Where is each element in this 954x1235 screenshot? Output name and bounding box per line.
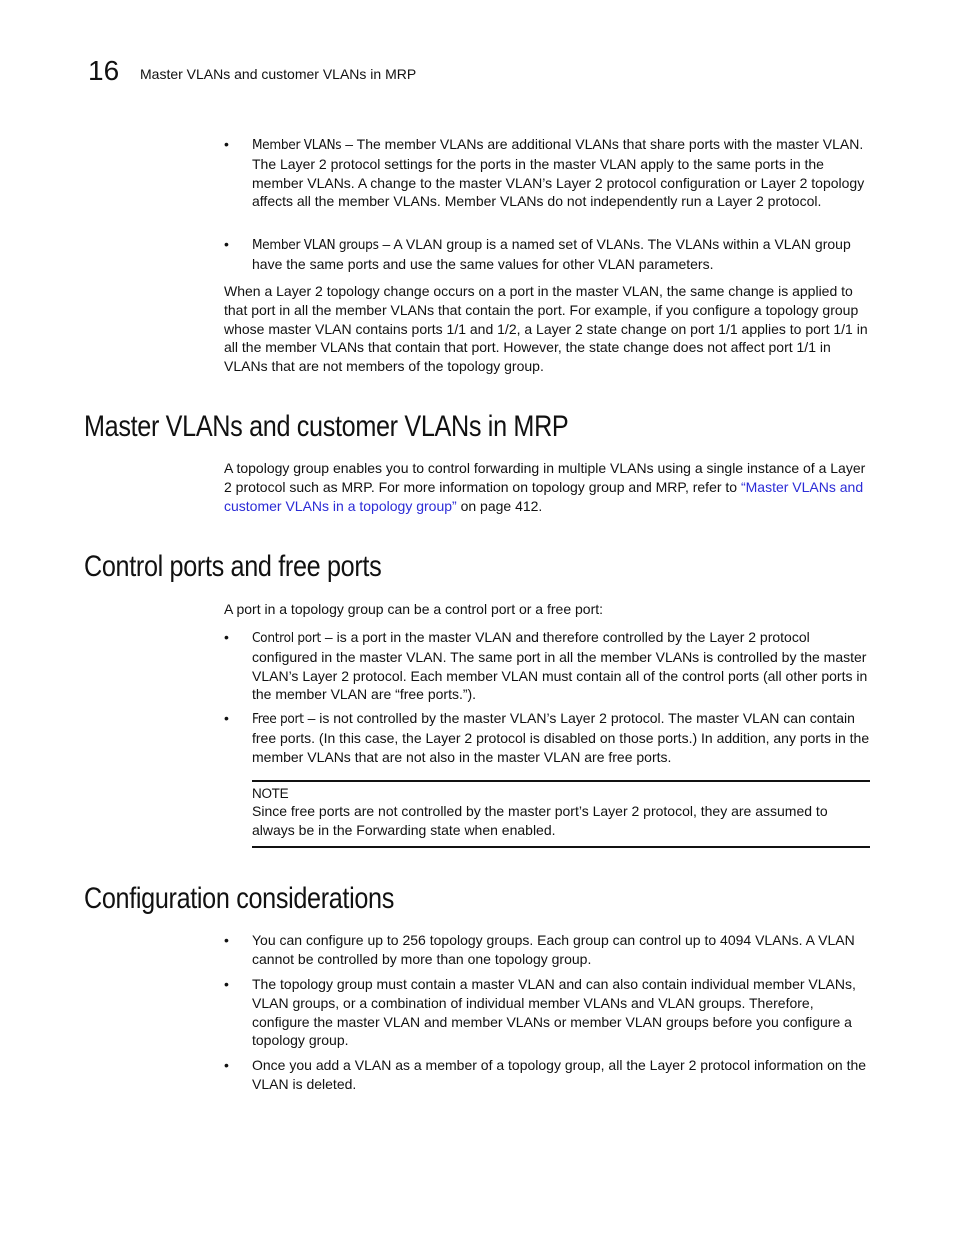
definition-text: – is a port in the master VLAN and therefore controlled by the Layer 2 protocol configured in the master VLAN. The same port in all the member VLANs is controlled by the master VLAN’s Layer 2 protocol. Each member VLAN must contain all of the control ports (all other ports in the member VLAN are “free ports.”).: [252, 629, 868, 703]
ports-intro: A port in a topology group can be a control port or a free port:: [224, 601, 604, 617]
note-text: Since free ports are not controlled by the master port’s Layer 2 protocol, they are assumed to always be in the Forwarding state when enabled.: [252, 803, 828, 838]
list-item-text: You can configure up to 256 topology groups. Each group can control up to 4094 VLANs. A VLAN cannot be controlled by more than one topology group.: [252, 932, 855, 967]
list-item: [224, 975, 870, 1053]
definition-text: – is not controlled by the master VLAN’s Layer 2 protocol. The master VLAN can contain free ports. (In this case, the Layer 2 protocol is disabled on those ports.) In addition, any ports in the member VLANs that are not also in the master VLAN are free ports.: [252, 710, 870, 765]
list-item-text: [252, 135, 870, 211]
list-item: [224, 135, 870, 230]
list-item-text: [252, 235, 870, 274]
definition-text: – A VLAN group is a named set of VLANs. The VLANs within a VLAN group have the same ports and use the same values for other VLAN parameters.: [252, 236, 851, 272]
bullet-icon: •: [224, 932, 229, 948]
intro-paragraph: When a Layer 2 topology change occurs on a port in the master VLAN, the same change is applied to that port in all the member VLANs that contain the port. For example, if you configure a topology group whose master VLAN contains ports 1/1 and 1/2, a Layer 2 state change on port 1/1 applies to port 1/1 in all the member VLANs that contain that port. However, the state change does not affect port 1/1 in VLANs that are not members of the topology group.: [224, 283, 868, 375]
section-heading-config: Configuration considerations: [84, 882, 394, 915]
mrp-page-ref: on page 412.: [456, 497, 543, 514]
list-item: [224, 235, 870, 275]
definition-text: – The member VLANs are additional VLANs that share ports with the master VLAN. The Layer 2 protocol settings for the ports in the master VLAN apply to the same ports in the member VLANs. A change to the master VLAN’s Layer 2 protocol configuration or Layer 2 topology affects all the member VLANs. Member VLANs do not independently run a Layer 2 protocol.: [252, 136, 865, 210]
list-item-text: Once you add a VLAN as a member of a topology group, all the Layer 2 protocol information on the VLAN is deleted.: [252, 1057, 867, 1092]
bullet-icon: •: [224, 1057, 229, 1073]
term-member-vlans: Member VLANs: [252, 137, 342, 153]
bullet-icon: •: [224, 710, 229, 726]
bullet-icon: •: [224, 236, 229, 252]
list-item: [224, 709, 870, 769]
bullet-icon: •: [224, 629, 229, 645]
note-label: NOTE: [252, 786, 289, 801]
term-free-port: Free port: [252, 711, 304, 727]
term-control-port: Control port: [252, 630, 322, 646]
bullet-icon: •: [224, 976, 229, 992]
list-item: [224, 1056, 870, 1096]
cross-reference-link[interactable]: “Master VLANs and customer VLANs in a topology group”: [224, 478, 864, 514]
list-item-text: The topology group must contain a master VLAN and can also contain individual member VLANs, VLAN groups, or a combination of individual member VLANs and VLAN groups. Therefore, configure the master VLAN and member VLANs or member VLAN groups before you configure a topology group.: [252, 976, 856, 1049]
list-item-text: [252, 709, 870, 766]
mrp-text: A topology group enables you to control forwarding in multiple VLANs using a single instance of a Layer 2 protocol such as MRP. For more information on topology group and MRP, refer to: [224, 460, 866, 495]
section-heading-ports: Control ports and free ports: [84, 550, 382, 583]
mrp-paragraph: [224, 459, 870, 515]
running-title: Master VLANs and customer VLANs in MRP: [140, 66, 417, 82]
section-heading-mrp: Master VLANs and customer VLANs in MRP: [84, 410, 569, 443]
note-box: [252, 780, 870, 848]
list-item-text: [252, 628, 870, 704]
bullet-icon: •: [224, 136, 229, 152]
chapter-number: 16: [88, 55, 120, 86]
term-member-vlan-groups: Member VLAN groups: [252, 237, 379, 253]
list-item: [224, 931, 870, 971]
list-item: [224, 628, 870, 704]
